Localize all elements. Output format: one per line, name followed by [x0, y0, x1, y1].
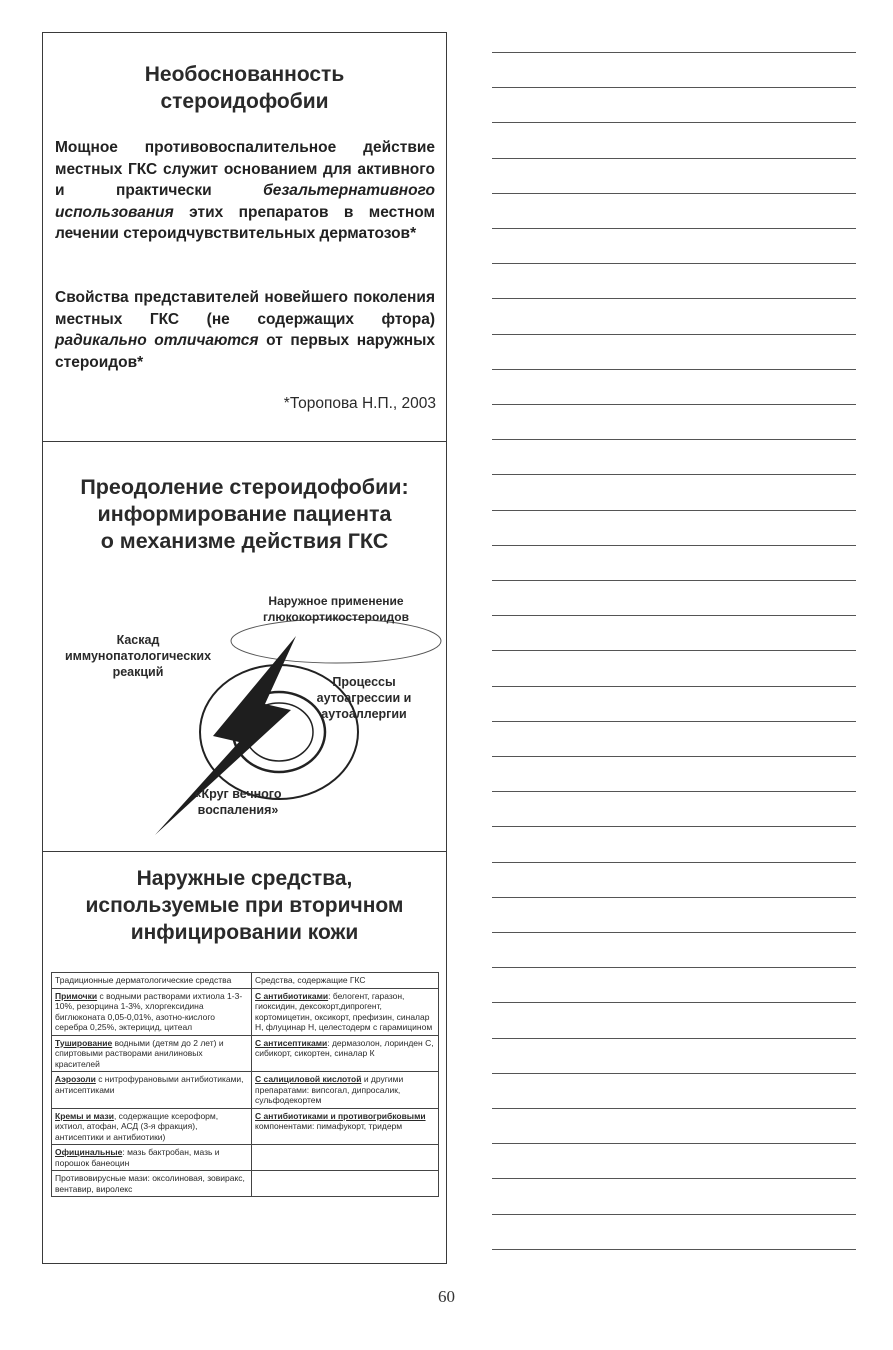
cell-keyword: Кремы и мази [55, 1110, 114, 1121]
slide1-paragraph-1 [55, 137, 435, 245]
p1-emphasis: безальтернативного использования [55, 182, 435, 221]
table-cell [252, 1171, 439, 1197]
slides-frame [42, 32, 447, 1264]
cell-keyword: С антибиотиками [255, 990, 329, 1001]
table-row [52, 1145, 439, 1171]
table-row [52, 988, 439, 1035]
cascade-line2: иммунопатологических [64, 649, 212, 663]
slide1-paragraph-2 [55, 287, 435, 373]
slide3-title-line2: используемые при вторичном [85, 894, 404, 917]
cell-text: : белогент, гаразон, гиоксидин, дексокорт,дипрогент, кортомицетин, оксикорт, префизин, синалар Н, флуцинар Н, целестодерм с гарамицином [255, 990, 433, 1032]
oval-line2: глюкокортикостероидов [263, 610, 409, 624]
cell-keyword: С антисептиками [255, 1037, 328, 1048]
oval-label [231, 593, 441, 625]
table-cell [252, 1145, 439, 1171]
header-gcs: Средства, содержащие ГКС [252, 973, 439, 989]
oval-line1: Наружное применение [268, 594, 404, 608]
table-cell [252, 1072, 439, 1109]
table-cell [52, 988, 252, 1035]
cell-text: и другими препаратами: випсогал, дипросалик, сульфодекортем [255, 1074, 404, 1105]
agents-table [51, 972, 439, 1197]
cell-keyword: С антибиотиками и противогрибковыми [255, 1110, 426, 1121]
p2-text-a: Свойства представителей новейшего поколения местных ГКС (не содержащих фтора) [55, 289, 435, 328]
table-cell [52, 1035, 252, 1072]
cell-keyword: Примочки [55, 990, 98, 1001]
cell-text: , содержащие ксероформ, ихтиол, атофан, АСД (3-я фракция), антисептики и антибиотики) [55, 1110, 219, 1142]
table-row [52, 1171, 439, 1197]
slide-external-agents [43, 851, 446, 1263]
cell-text: Противовирусные мази: оксолиновая, зовиракс, вентавир, виролекс [55, 1173, 245, 1194]
slide-overcoming-steroidophobia [43, 441, 446, 851]
p1-text-b: этих препаратов в местном лечении стероидчувствительных дерматозов* [55, 203, 435, 242]
table-row [52, 1035, 439, 1072]
cell-keyword: Туширование [55, 1037, 113, 1048]
slide1-title [43, 61, 446, 115]
slide1-source: *Торопова Н.П., 2003 [283, 395, 436, 412]
circle-line2: воспаления» [197, 803, 279, 817]
process-line3: аутоаллергии [321, 707, 407, 721]
cell-text: : дермазолон, лоринден С, сибикорт, сикортен, синалар К [255, 1037, 434, 1058]
process-label [305, 674, 423, 722]
header-traditional: Традиционные дерматологические средства [52, 973, 252, 989]
p2-text-b: от первых наружных стероидов* [55, 332, 435, 371]
table-row [52, 1108, 439, 1145]
table-cell [52, 1145, 252, 1171]
circle-line1: «Круг вечного [194, 787, 282, 801]
table-cell [52, 1171, 252, 1197]
slide1-title-line1: Необоснованность [144, 63, 345, 86]
cascade-label [43, 632, 233, 680]
slide2-title-line3: о механизме действия ГКС [100, 529, 389, 553]
application-oval [231, 619, 441, 663]
p1-text-a: Мощное противовоспалительное действие местных ГКС служит основанием для активного и практически [55, 139, 435, 199]
circle-label [173, 786, 303, 818]
cell-text: : мазь бактробан, мазь и порошок банеоцин [55, 1147, 220, 1168]
cell-text: с нитрофурановыми антибиотиками, антисептиками [55, 1074, 244, 1095]
table-cell [52, 1072, 252, 1109]
slide1-title-line2: стероидофобии [160, 90, 329, 113]
cell-keyword: С салициловой кислотой [255, 1074, 362, 1084]
cell-text: компонентами: пимафукорт, тридерм [255, 1121, 403, 1131]
table-cell [52, 1108, 252, 1145]
cell-text: водными (детям до 2 лет) и спиртовыми растворами анилиновых красителей [55, 1037, 224, 1069]
p2-emphasis: радикально отличаются [55, 332, 259, 349]
process-line2: аутоагрессии и [316, 691, 412, 705]
table-row [52, 1072, 439, 1109]
slide3-title-line1: Наружные средства, [136, 867, 353, 890]
slide2-title-line2: информирование пациента [97, 502, 392, 526]
table-cell [252, 988, 439, 1035]
slide2-title-line1: Преодоление стероидофобии: [80, 475, 409, 499]
process-line1: Процессы [332, 675, 396, 689]
table-cell [252, 1108, 439, 1145]
table-cell [252, 1035, 439, 1072]
cell-keyword: Аэрозоли [55, 1074, 96, 1084]
cell-text: с водными растворами ихтиола 1-3-10%, резорцина 1-3%, хлоргексидина биглюконата 0,05-0,01%, азотно-кислого серебра 0,25%, эктерицид, цитеал [55, 990, 243, 1032]
slide3-title [43, 865, 446, 946]
note-lines-area [492, 0, 857, 1290]
slide3-title-line3: инфицировании кожи [130, 921, 359, 944]
cascade-line1: Каскад [116, 633, 160, 647]
slide-steroidophobia-unfounded [43, 33, 446, 441]
cell-keyword: Официнальные [55, 1147, 123, 1157]
table-header-row [52, 973, 439, 989]
cascade-line3: реакций [112, 665, 164, 679]
page-number: 60 [438, 1287, 455, 1306]
